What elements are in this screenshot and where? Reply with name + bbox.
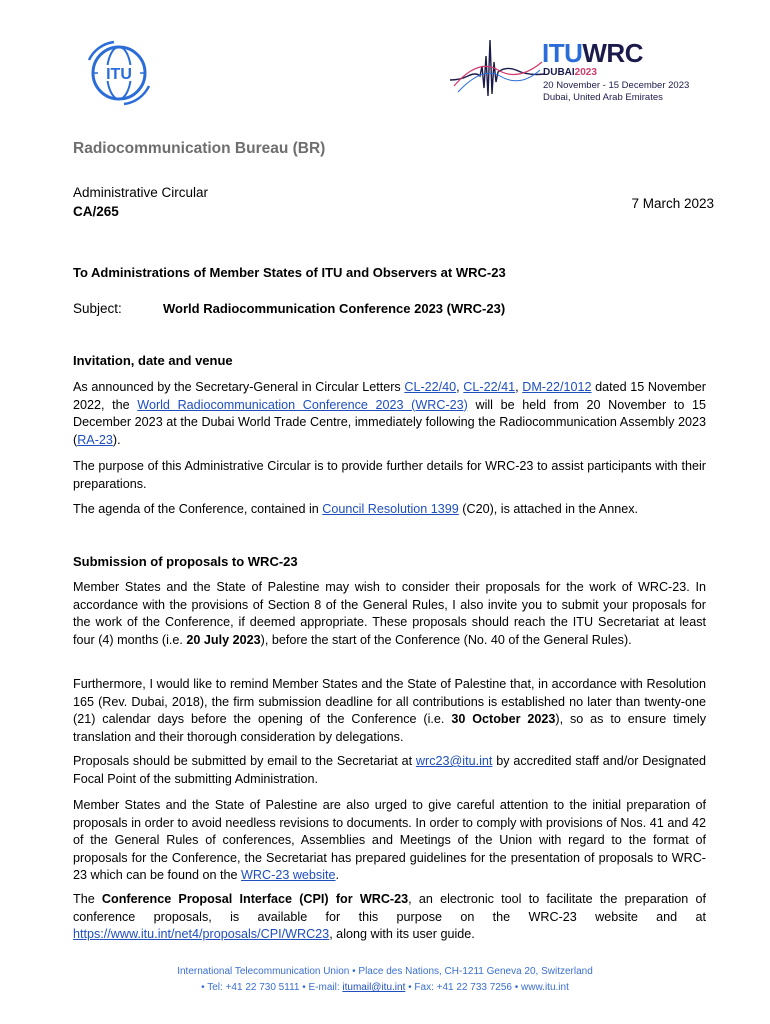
text-run: , along with its user guide. bbox=[329, 927, 475, 941]
wrc-logo-suffix: WRC bbox=[582, 38, 643, 68]
text-run: . bbox=[335, 868, 340, 882]
wrc-year: 2023 bbox=[574, 67, 597, 78]
link-ra-23[interactable]: RA-23 bbox=[77, 432, 113, 447]
text-run: ), before the start of the Conference (No. 40 of the General Rules). bbox=[260, 632, 632, 647]
wrc-logo-title bbox=[542, 40, 643, 66]
cpi-name: Conference Proposal Interface (CPI) for WRC-23 bbox=[101, 892, 409, 906]
footer-tel: • Tel: +41 22 730 5111 • E-mail: bbox=[201, 982, 343, 993]
link-cl-22-41[interactable]: CL-22/41 bbox=[463, 380, 516, 394]
deadline-date: 30 October 2023 bbox=[451, 712, 556, 726]
text-run: The bbox=[73, 892, 102, 906]
text-run: dated 15 November 2022, the bbox=[73, 380, 706, 412]
text-run: , bbox=[515, 380, 523, 394]
wrc-logo-city bbox=[543, 67, 597, 78]
wrc-location: Dubai, United Arab Emirates bbox=[543, 92, 663, 103]
itu-logo bbox=[84, 38, 154, 108]
link-wrc-23-website[interactable]: WRC-23 website bbox=[241, 868, 336, 882]
link-dm-22-1012[interactable]: DM-22/1012 bbox=[522, 380, 592, 394]
wrc-city: DUBAI bbox=[543, 67, 575, 78]
footer-contact bbox=[0, 982, 770, 993]
text-run: ), so as to ensure timely translation and their thorough consideration by delegations. bbox=[73, 712, 707, 744]
wrc-logo-prefix: ITU bbox=[542, 38, 583, 68]
wrc-logo-details bbox=[543, 80, 689, 104]
circular-date: 7 March 2023 bbox=[631, 196, 714, 211]
circular-label: Administrative Circular bbox=[73, 185, 209, 200]
wrc-wave-graphic bbox=[448, 36, 546, 102]
section-heading-invitation: Invitation, date and venue bbox=[73, 353, 233, 368]
subject-text: World Radiocommunication Conference 2023 (WRC-23) bbox=[163, 301, 506, 316]
link-council-resolution-1399[interactable]: Council Resolution 1399 bbox=[322, 502, 459, 516]
section-heading-submission: Submission of proposals to WRC-23 bbox=[73, 554, 298, 569]
text-run: Furthermore, I would like to remind Member States and the State of Palestine that, in accordance with Resolution 165 (Rev. Dubai, 2018), the firm submission deadline for all contributions is established no later than twenty-one (21) calendar days before the opening of the Conference (i.e. bbox=[73, 677, 706, 726]
text-run: Proposals should be submitted by email to the Secretariat at bbox=[73, 754, 416, 768]
itu-logo-text: ITU bbox=[106, 66, 132, 83]
subject-label: Subject: bbox=[73, 301, 122, 316]
paragraph-deadline bbox=[73, 676, 706, 746]
paragraph-guidelines bbox=[73, 797, 706, 885]
text-run: by accredited staff and/or Designated Focal Point of the submitting Administration. bbox=[73, 754, 706, 786]
footer-email-link[interactable]: itumail@itu.int bbox=[342, 982, 406, 993]
text-run: , bbox=[456, 380, 464, 394]
link-wrc-23[interactable]: World Radiocommunication Conference 2023 (WRC-23) bbox=[137, 397, 468, 412]
link-cl-22-40[interactable]: CL-22/40 bbox=[404, 380, 457, 394]
paragraph-email bbox=[73, 753, 706, 788]
text-run: ). bbox=[112, 432, 121, 447]
link-cpi-url[interactable]: https://www.itu.int/net4/proposals/CPI/WRC23 bbox=[73, 927, 330, 941]
paragraph-proposals bbox=[73, 579, 706, 649]
wrc-dates: 20 November - 15 December 2023 bbox=[543, 80, 690, 91]
paragraph-purpose: The purpose of this Administrative Circular is to provide further details for WRC-23 to assist participants with their preparations. bbox=[73, 459, 706, 491]
paragraph-agenda bbox=[73, 501, 706, 519]
circular-number: CA/265 bbox=[73, 204, 119, 219]
text-run: Member States and the State of Palestine are also urged to give careful attention to the initial preparation of proposals in order to avoid needless revisions to documents. In order to comply with provisions of Nos. 41 and 42 of the General Rules of conferences, Assemblies and Meetings of the Union with regard to the format of proposals for the Conference, the Secretariat has prepared guidelines for the presentation of proposals to WRC-23 which can be found on the bbox=[73, 798, 706, 882]
text-run: The agenda of the Conference, contained in bbox=[73, 502, 323, 516]
link-wrc23-email[interactable]: wrc23@itu.int bbox=[415, 754, 493, 768]
paragraph-invitation bbox=[73, 379, 706, 449]
paragraph-cpi bbox=[73, 891, 706, 944]
text-run: , an electronic tool to facilitate the preparation of conference proposals, is available for this purpose on the WRC-23 website and at bbox=[73, 892, 706, 924]
deadline-date: 20 July 2023 bbox=[186, 632, 261, 647]
text-run: (C20), is attached in the Annex. bbox=[458, 502, 639, 516]
text-run: will be held from 20 November to 15 December 2023 at the Dubai World Trade Centre, immediately following the Radiocommunication Assembly 2023 ( bbox=[73, 397, 706, 447]
footer-fax-web: • Fax: +41 22 733 7256 • www.itu.int bbox=[405, 982, 569, 993]
bureau-title: Radiocommunication Bureau (BR) bbox=[73, 140, 326, 157]
text-run: Member States and the State of Palestine may wish to consider their proposals for the work of WRC-23. In accordance with the provisions of Section 8 of the General Rules, I also invite you to submit your proposals for the work of the Conference, if deemed appropriate. These proposals should reach the ITU Secretariat at least four (4) months (i.e. bbox=[73, 580, 706, 647]
addressees: To Administrations of Member States of ITU and Observers at WRC-23 bbox=[73, 265, 506, 280]
footer-address: International Telecommunication Union • Place des Nations, CH-1211 Geneva 20, Switzerland bbox=[177, 966, 593, 977]
text-run: As announced by the Secretary-General in Circular Letters bbox=[73, 380, 405, 394]
